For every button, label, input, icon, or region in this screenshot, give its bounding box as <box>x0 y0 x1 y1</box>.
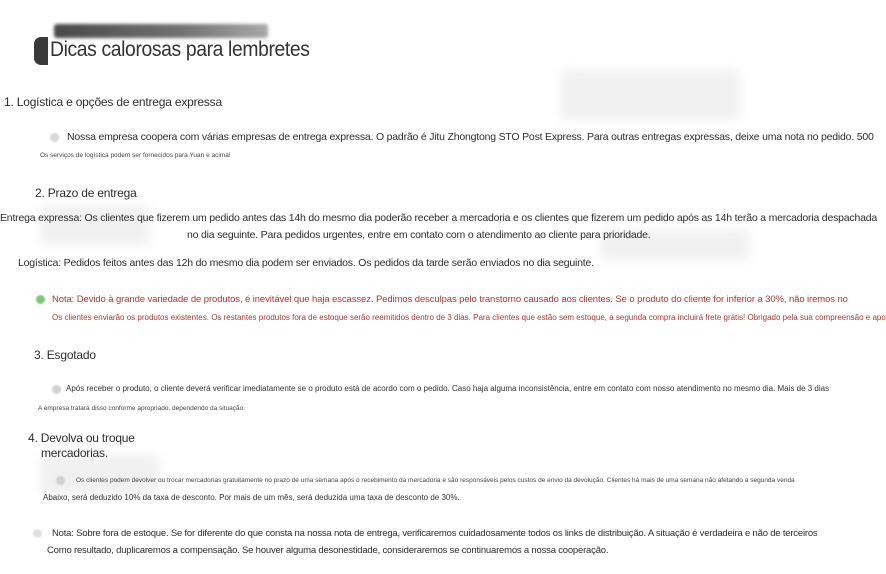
background-blur <box>560 70 740 120</box>
section-4-text-1: Os clientes podem devolver ou trocar mercadorias gratuitamente no prazo de uma semana após o recebimento da mercadoria e são responsáveis pelos custos de envio da devolução. Clientes há mais de uma semana não afetando a segunda venda <box>76 477 795 484</box>
section-4-text-2: Abaixo, será deduzido 10% da taxa de desconto. Por mais de um mês, será deduzida uma taxa de desconto de 30%. <box>43 493 460 502</box>
section-2-note-1: Nota: Devido à grande variedade de produtos, é inevitável que haja escassez. Pedimos desculpas pelo transtorno causado aos clientes. Se o produto do cliente for inferior a 30%, não iremos no <box>52 294 848 305</box>
section-2-text-2: no dia seguinte. Para pedidos urgentes, entre em contato com o atendimento ao cliente para prioridade. <box>187 229 651 241</box>
header-smudge <box>54 24 268 38</box>
section-1-text: Nossa empresa coopera com várias empresas de entrega expressa. O padrão é Jitu Zhongtong STO Post Express. Para outras entregas expressas, deixe uma nota no pedido. 500 <box>67 131 874 143</box>
bullet-icon <box>52 385 61 394</box>
section-2-heading: 2. Prazo de entrega <box>35 186 137 200</box>
background-blur <box>40 205 150 245</box>
section-3-heading: 3. Esgotado <box>34 348 96 362</box>
section-1-subtext: Os serviços de logística podem ser fornecidos para Yuan e acima! <box>40 152 231 159</box>
page-title: Dicas calorosas para lembretes <box>50 38 310 61</box>
background-blur <box>40 455 160 495</box>
bullet-icon <box>50 133 59 142</box>
section-3-subtext: A empresa tratará disso conforme apropriado, dependendo da situação. <box>38 405 246 412</box>
section-4-note-1: Nota: Sobre fora de estoque. Se for diferente do que consta na nossa nota de entrega, verificaremos cuidadosamente todos os links de distribuição. A situação é verdadeira e não de terceiros <box>52 528 818 539</box>
section-2-logistics-text: Logística: Pedidos feitos antes das 12h do mesmo dia podem ser enviados. Os pedidos da tarde serão enviados no dia seguinte. <box>18 257 594 269</box>
note-bullet-icon <box>36 295 45 304</box>
section-4-heading-1: 4. Devolva ou troque <box>28 431 135 445</box>
section-3-text: Após receber o produto, o cliente deverá verificar imediatamente se o produto está de acordo com o pedido. Caso haja alguma inconsistência, entre em contato com nosso atendimento no mesmo dia. Mais de 3 dias <box>66 384 830 393</box>
section-1-heading: 1. Logística e opções de entrega expressa <box>4 95 222 109</box>
note-bullet-icon <box>33 529 42 538</box>
title-marker-icon <box>34 37 48 65</box>
section-2-text-1: Entrega expressa: Os clientes que fizerem um pedido antes das 14h do mesmo dia poderão receber a mercadoria e os clientes que fizerem um pedido após as 14h terão a mercadoria despachada <box>0 212 878 224</box>
bullet-icon <box>56 476 65 485</box>
section-4-heading-2: mercadorias. <box>41 446 108 460</box>
section-2-note-2: Os clientes enviarão os produtos existentes. Os restantes produtos fora de estoque serão reemitidos dentro de 3 dias. Para clientes que estão sem estoque, a segunda compra incluirá frete grátis! Obrigado pela sua compreensão e apo <box>52 313 886 322</box>
section-4-note-2: Como resultado, duplicaremos a compensação. Se houver alguma desonestidade, consideraremos se continuaremos a nossa cooperação. <box>47 545 609 556</box>
